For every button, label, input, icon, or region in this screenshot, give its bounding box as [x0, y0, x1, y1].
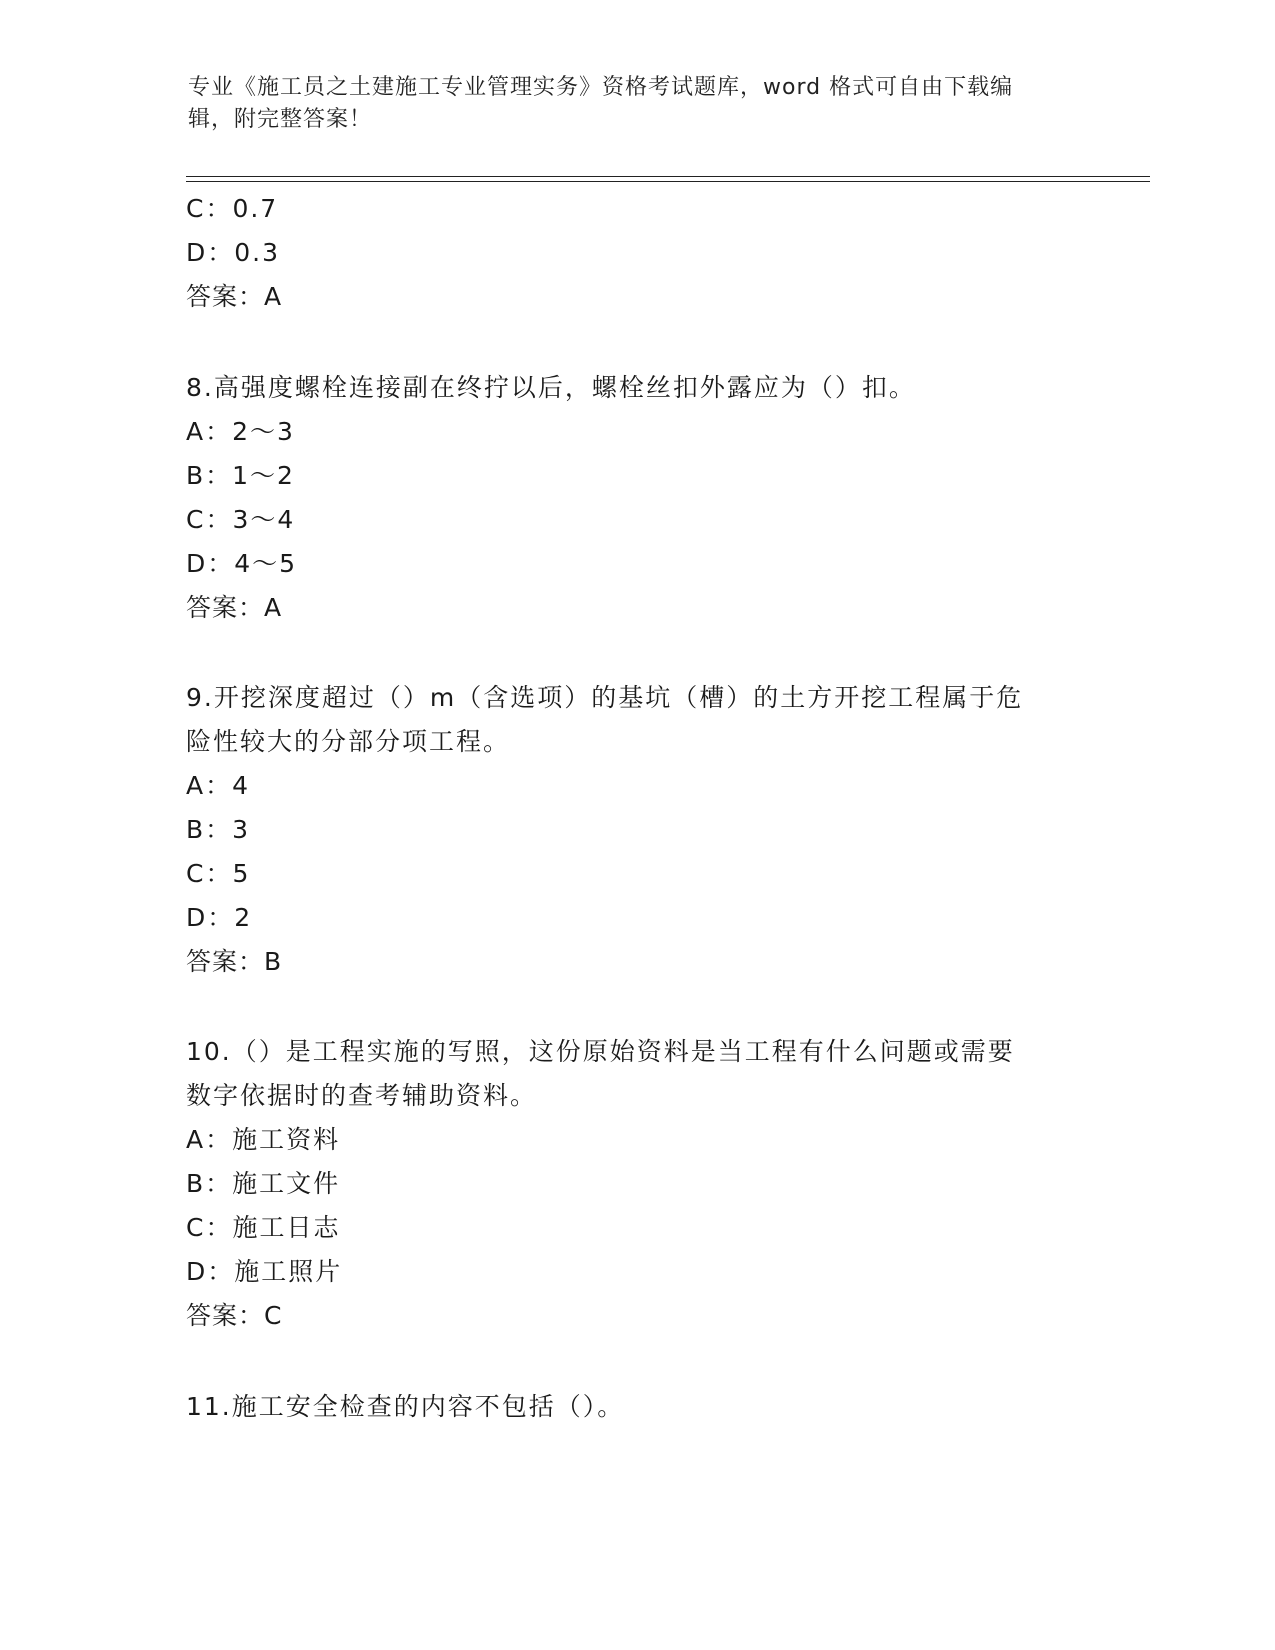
- q10-stem-line-1: 10.（）是工程实施的写照，这份原始资料是当工程有什么问题或需要: [186, 1037, 1015, 1066]
- document-header: [188, 72, 1088, 136]
- q8-answer: 答案：A: [186, 593, 283, 622]
- header-divider-top: [186, 176, 1150, 177]
- q9-stem-line-1: 9.开挖深度超过（）m（含选项）的基坑（槽）的土方开挖工程属于危: [186, 683, 1024, 712]
- q9-option-d: D：2: [186, 903, 253, 932]
- q7-option-c: C：0.7: [186, 194, 279, 223]
- q8-option-a: A：2～3: [186, 417, 295, 446]
- q9-option-a: A：4: [186, 771, 251, 800]
- q7-answer: 答案：A: [186, 282, 283, 311]
- q7-option-d: D：0.3: [186, 238, 281, 267]
- header-line-2: 辑，附完整答案！: [188, 107, 373, 132]
- q10-option-d: D：施工照片: [186, 1257, 343, 1286]
- q8-option-b: B：1～2: [186, 461, 295, 490]
- q8-stem: 8.高强度螺栓连接副在终拧以后，螺栓丝扣外露应为（）扣。: [186, 373, 916, 402]
- header-divider-bottom: [186, 181, 1150, 182]
- q10-stem-line-2: 数字依据时的查考辅助资料。: [186, 1081, 538, 1110]
- q8-option-c: C：3～4: [186, 505, 296, 534]
- q9-stem-line-2: 险性较大的分部分项工程。: [186, 727, 511, 756]
- q9-option-b: B：3: [186, 815, 251, 844]
- q8-option-d: D：4～5: [186, 549, 298, 578]
- q10-answer: 答案：C: [186, 1301, 283, 1330]
- q10-option-b: B：施工文件: [186, 1169, 341, 1198]
- q9-option-c: C：5: [186, 859, 251, 888]
- q11-stem: 11.施工安全检查的内容不包括（）。: [186, 1392, 625, 1421]
- q10-option-a: A：施工资料: [186, 1125, 341, 1154]
- q9-answer: 答案：B: [186, 947, 283, 976]
- q10-option-c: C：施工日志: [186, 1213, 341, 1242]
- header-line-1: 专业《施工员之土建施工专业管理实务》资格考试题库，word 格式可自由下载编: [188, 75, 1014, 100]
